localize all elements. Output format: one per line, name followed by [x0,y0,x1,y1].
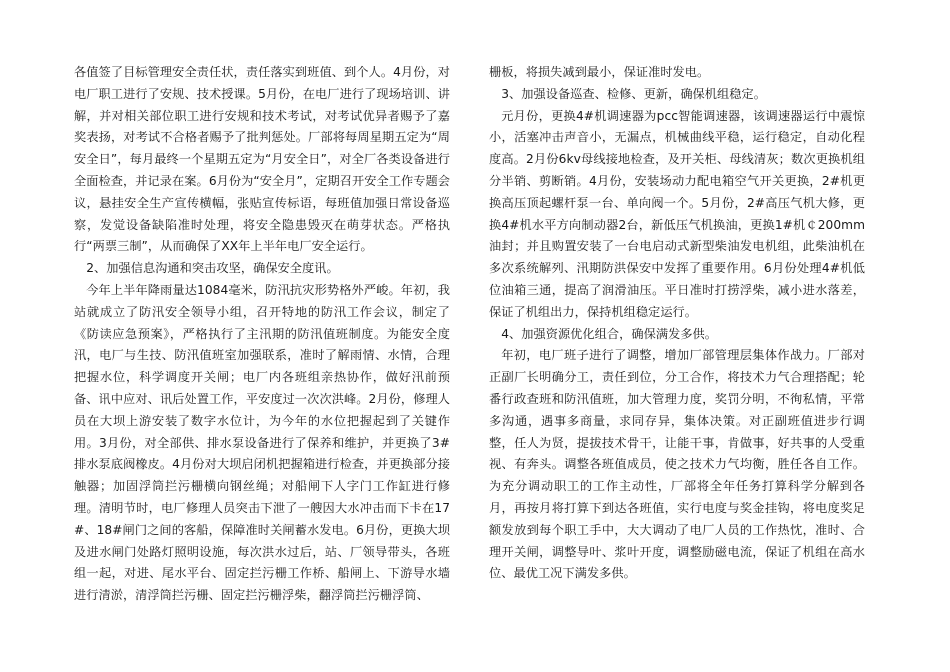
paragraph-safety-responsibility: 各值签了目标管理安全责任状，责任落实到班值、到个人。4月份，对电厂职工进行了安规、技术授课。5月份，在电厂进行了现场培训、讲解，并对相关部位职工进行安规和技术考试，对考试优异者赐予了嘉奖表扬，对考试不合格者赐予了批判惩处。厂部将每周星期五定为“周安全日”，每月最终一个星期五定为“月安全日”，对全厂各类设备进行全面检查，并记录在案。6月份为“安全月”，定期召开安全工作专题会议，悬挂安全生产宣传横幅，张贴宣传标语，每班值加强日常设备巡察，发觉设备缺陷准时处理，将安全隐患毁灭在萌芽状态。严格执行“两票三制”，从而确保了XX年上半年电厂安全运行。 [74,65,450,254]
heading-equipment-maintenance: 3、加强设备巡查、检修、更新，确保机组稳定。 [501,86,766,101]
right-column [489,62,865,585]
heading-flood-control: 2、加强信息沟通和突击攻坚，确保安全度讯。 [86,261,339,276]
paragraph-resource-optimization: 年初，电厂班子进行了调整，增加厂部管理层集体作战力。厂部对正副厂长明确分工，责任到位，分工合作，将技术力气合理搭配；轮番行政查班和防汛值班，加大管理力度，奖罚分明，不徇私情，平常多沟通，遇事多商量，求同存异，集体决策。对正副班值进步行调整，任人为贤，提拔技术骨干，让能干事，肯做事，好共事的人受重视、有奔头。调整各班值成员，使之技术力气均衡，胜任各自工作。为充分调动职工的工作主动性，厂部将全年任务打算科学分解到各月，再按月将打算下到达各班值，实行电度与奖金挂钩，将电度奖足额发放到每个职工手中，大大调动了电厂人员的工作热忱，准时、合理开关闸，调整导叶、浆叶开度，调整励磁电流，保证了机组在高水位、最优工况下满发多供。 [489,348,865,581]
heading-resource-optimization: 4、加强资源优化组合，确保满发多供。 [501,326,718,341]
paragraph-flood-control: 今年上半年降雨量达1084毫米，防汛抗灾形势格外严峻。年初，我站就成立了防汛安全领导小组，召开特地的防汛工作会议，制定了《防读应急预案》，严格执行了主汛期的防汛值班制度。为能安全度汛，电厂与生技、防汛值班室加强联系，准时了解雨情、水情，合理把握水位，科学调度开关闸；电厂内各班组亲热协作，做好汛前预备、讯中应对、讯后处置工作，平安度过一次次洪峰。2月份，修理人员在大坝上游安装了数字水位计，为今年的水位把握起到了关键作用。3月份，对全部供、排水泵设备进行了保养和维护，并更换了3#排水泵底阀橡皮。4月份对大坝启闭机把握箱进行检查，并更换部分接触器；加固浮筒拦污栅横向钢丝绳；对船闸下人字门工作缸进行修理。清明节时，电厂修理人员突击下泄了一艘因大水冲击而下卡在17#、18#闸门之间的客船，保障准时关闸蓄水发电。6月份，更换大坝及进水闸门处路灯照明设施，每次洪水过后，站、厂领导带头，各班组一起，对进、尾水平台、固定拦污栅工作桥、船闸上、下游导水墙进行清淤，清浮筒拦污栅、固定拦污栅浮柴，翻浮筒拦污栅浮筒、 [74,282,450,603]
paragraph-continued: 栅板，将损失减到最小，保证准时发电。 [489,65,710,79]
left-column [74,62,450,607]
paragraph-equipment-maintenance: 元月份，更换4#机调速器为pcc智能调速器，该调速器运行中震惊小，活塞冲击声音小，无漏点，机械曲线平稳，运行稳定，自动化程度高。2月份6kv母线接地检查，及开关柜、母线清灰；数次更换机组分半销、剪断销。4月份，安装场动力配电箱空气开关更换，2#机更换高压顶起螺杆泵一台、单向阀一个。5月份，2#高压气机大修，更换4#机水平方向制动器2台，新低压气机换油，更换1#机￠200mm油封；并且购置安装了一台电启动式新型柴油发电机组，此柴油机在多次系统解列、汛期防洪保安中发挥了重要作用。6月份处理4#机低位油箱三通，提高了润滑油压。平日准时打捞浮柴，减小进水落差，保证了机组出力，保持机组稳定运行。 [489,108,865,319]
